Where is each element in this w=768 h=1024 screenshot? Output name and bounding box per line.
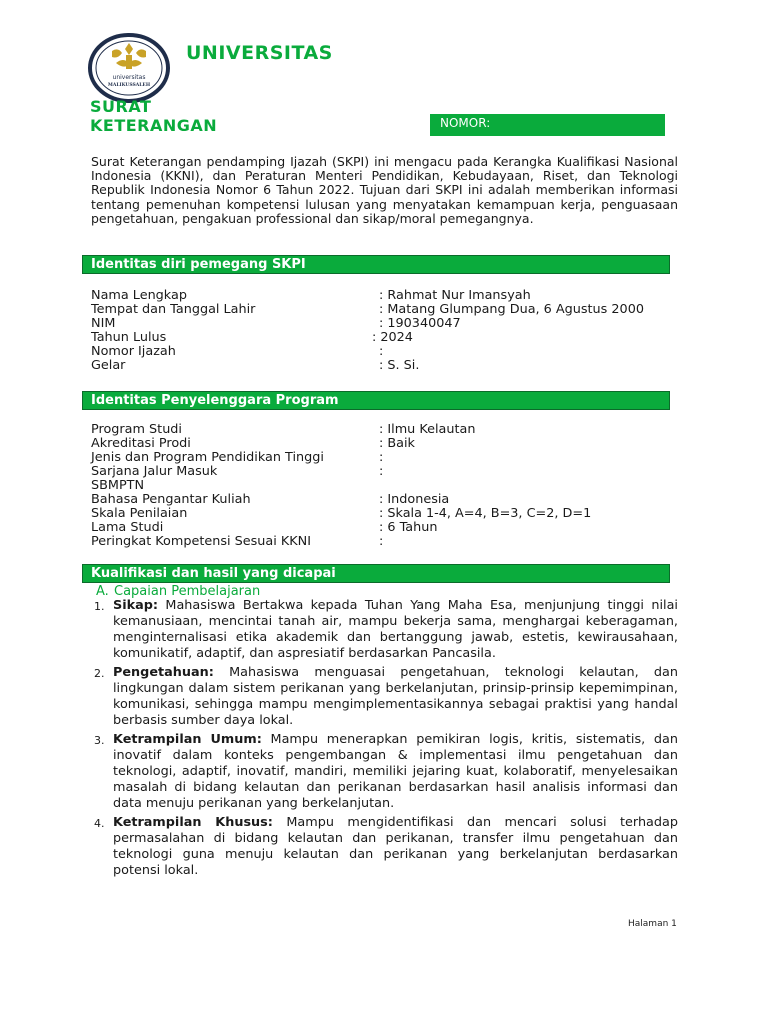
- document-title: SURAT KETERANGAN: [90, 97, 218, 135]
- section-title: Identitas diri pemegang SKPI: [91, 257, 306, 272]
- list-item: [94, 732, 678, 812]
- info-label: Nomor Ijazah: [91, 344, 176, 359]
- list-number: 2.: [94, 667, 105, 680]
- list-number: 1.: [94, 600, 105, 613]
- info-value: : 6 Tahun: [379, 520, 438, 535]
- section-title: Identitas Penyelenggara Program: [91, 393, 339, 408]
- university-heading-wrap: [186, 40, 362, 70]
- section-identitas-diri-header: [82, 255, 670, 274]
- item-heading: Pengetahuan:: [113, 665, 214, 680]
- info-value: : 190340047: [379, 316, 461, 331]
- info-value: : 2024: [372, 330, 413, 345]
- info-value: : Matang Glumpang Dua, 6 Agustus 2000: [379, 302, 644, 317]
- info-label: Program Studi: [91, 422, 182, 437]
- item-heading: Ketrampilan Khusus:: [113, 815, 273, 830]
- info-value: :: [379, 464, 384, 479]
- page-number: Halaman 1: [628, 919, 677, 929]
- list-item: [94, 815, 678, 879]
- logo-subtext: MALIKUSSALEH: [107, 83, 151, 88]
- info-value: : Indonesia: [379, 492, 450, 507]
- item-text: Mahasiswa menguasai pengetahuan, teknologi kelautan, dan lingkungan dalam sistem perikanan yang berkelanjutan, prinsip-prinsip kepemimpinan, komunikasi, sehingga mampu mengimplementasikannya sebagai praktisi yang handal berbasis sumber daya lokal.: [113, 665, 678, 728]
- info-label: Gelar: [91, 358, 126, 373]
- intro-paragraph: Surat Keterangan pendamping Ijazah (SKPI) ini mengacu pada Kerangka Kualifikasi Nasional Indonesia (KKNI), dan Peraturan Menteri Pendidikan, Kebudayaan, Riset, dan Teknologi Republik Indonesia Nomor 6 Tahun 2022. Tujuan dari SKPI ini adalah memberikan informasi tentang pemenuhan kompetensi lulusan yang menyatakan kemampuan kerja, penguasaan pengetahuan, pengakuan professional dan sikap/moral pemegangnya.: [91, 154, 678, 226]
- info-label: Jenis dan Program Pendidikan Tinggi: [91, 450, 324, 465]
- section-title: Kualifikasi dan hasil yang dicapai: [91, 566, 336, 581]
- nomor-box: [430, 114, 665, 136]
- info-label: Nama Lengkap: [91, 288, 187, 303]
- item-heading: Sikap:: [113, 598, 159, 613]
- document-title-wrap: [90, 97, 240, 137]
- info-value: : S. Si.: [379, 358, 420, 373]
- info-value: :: [379, 344, 384, 359]
- info-value: :: [379, 534, 384, 549]
- info-value: : Ilmu Kelautan: [379, 422, 476, 437]
- info-label: Sarjana Jalur Masuk: [91, 464, 218, 479]
- logo-text: universitas: [112, 74, 146, 81]
- info-value: : Baik: [379, 436, 415, 451]
- info-label: Akreditasi Prodi: [91, 436, 191, 451]
- section-penyelenggara-header: [82, 391, 670, 410]
- nomor-label: NOMOR:: [440, 116, 491, 130]
- university-logo: [88, 33, 170, 103]
- item-text: Mampu menerapkan pemikiran logis, kritis, sistematis, dan inovatif dalam konteks pengembangan & implementasi ilmu pengetahuan dan teknologi, adaptif, inovatif, mandiri, memiliki jejaring kuat, kolaboratif, menyelesaikan masalah di bidang kelautan dan perikanan berdasarkan hasil analisis informasi dan data menuju perikanan yang berkelanjutan.: [113, 732, 678, 811]
- info-label: Bahasa Pengantar Kuliah: [91, 492, 251, 507]
- info-label: NIM: [91, 316, 116, 331]
- info-value: : Skala 1-4, A=4, B=3, C=2, D=1: [379, 506, 592, 521]
- list-item: [94, 598, 678, 662]
- info-label: Skala Penilaian: [91, 506, 188, 521]
- item-text: Mampu mengidentifikasi dan mencari solusi terhadap permasalahan di bidang kelautan dan perikanan, transfer ilmu pengetahuan dan teknologi guna menuju kelautan dan perikanan yang berkelanjutan berdasarkan potensi lokal.: [113, 815, 678, 878]
- subheading-text: Capaian Pembelajaran: [114, 584, 261, 599]
- capaian-list: [94, 598, 678, 882]
- info-label: Tahun Lulus: [91, 330, 167, 345]
- list-number: 3.: [94, 734, 105, 747]
- section-kualifikasi-header: [82, 564, 670, 583]
- info-value: : Rahmat Nur Imansyah: [379, 288, 531, 303]
- list-number: 4.: [94, 817, 105, 830]
- info-label: Peringkat Kompetensi Sesuai KKNI: [91, 534, 312, 549]
- info-label: Lama Studi: [91, 520, 164, 535]
- university-heading: UNIVERSITAS: [186, 42, 333, 64]
- item-heading: Ketrampilan Umum:: [113, 732, 262, 747]
- info-label: Tempat dan Tanggal Lahir: [91, 302, 256, 317]
- info-label: SBMPTN: [91, 478, 145, 493]
- subheading-letter: A.: [96, 584, 109, 599]
- capaian-subheading: [96, 584, 260, 599]
- item-text: Mahasiswa Bertakwa kepada Tuhan Yang Maha Esa, menjunjung tinggi nilai kemanusiaan, mencintai tanah air, mampu bekerja sama, menghargai keberagaman, menginternalisasi etika akademik dan bertanggung jawab, estetis, kewirausahaan, komunikatif, adaptif, dan aspresiatif berdasarkan Pancasila.: [113, 598, 678, 661]
- list-item: [94, 665, 678, 729]
- info-value: :: [379, 450, 384, 465]
